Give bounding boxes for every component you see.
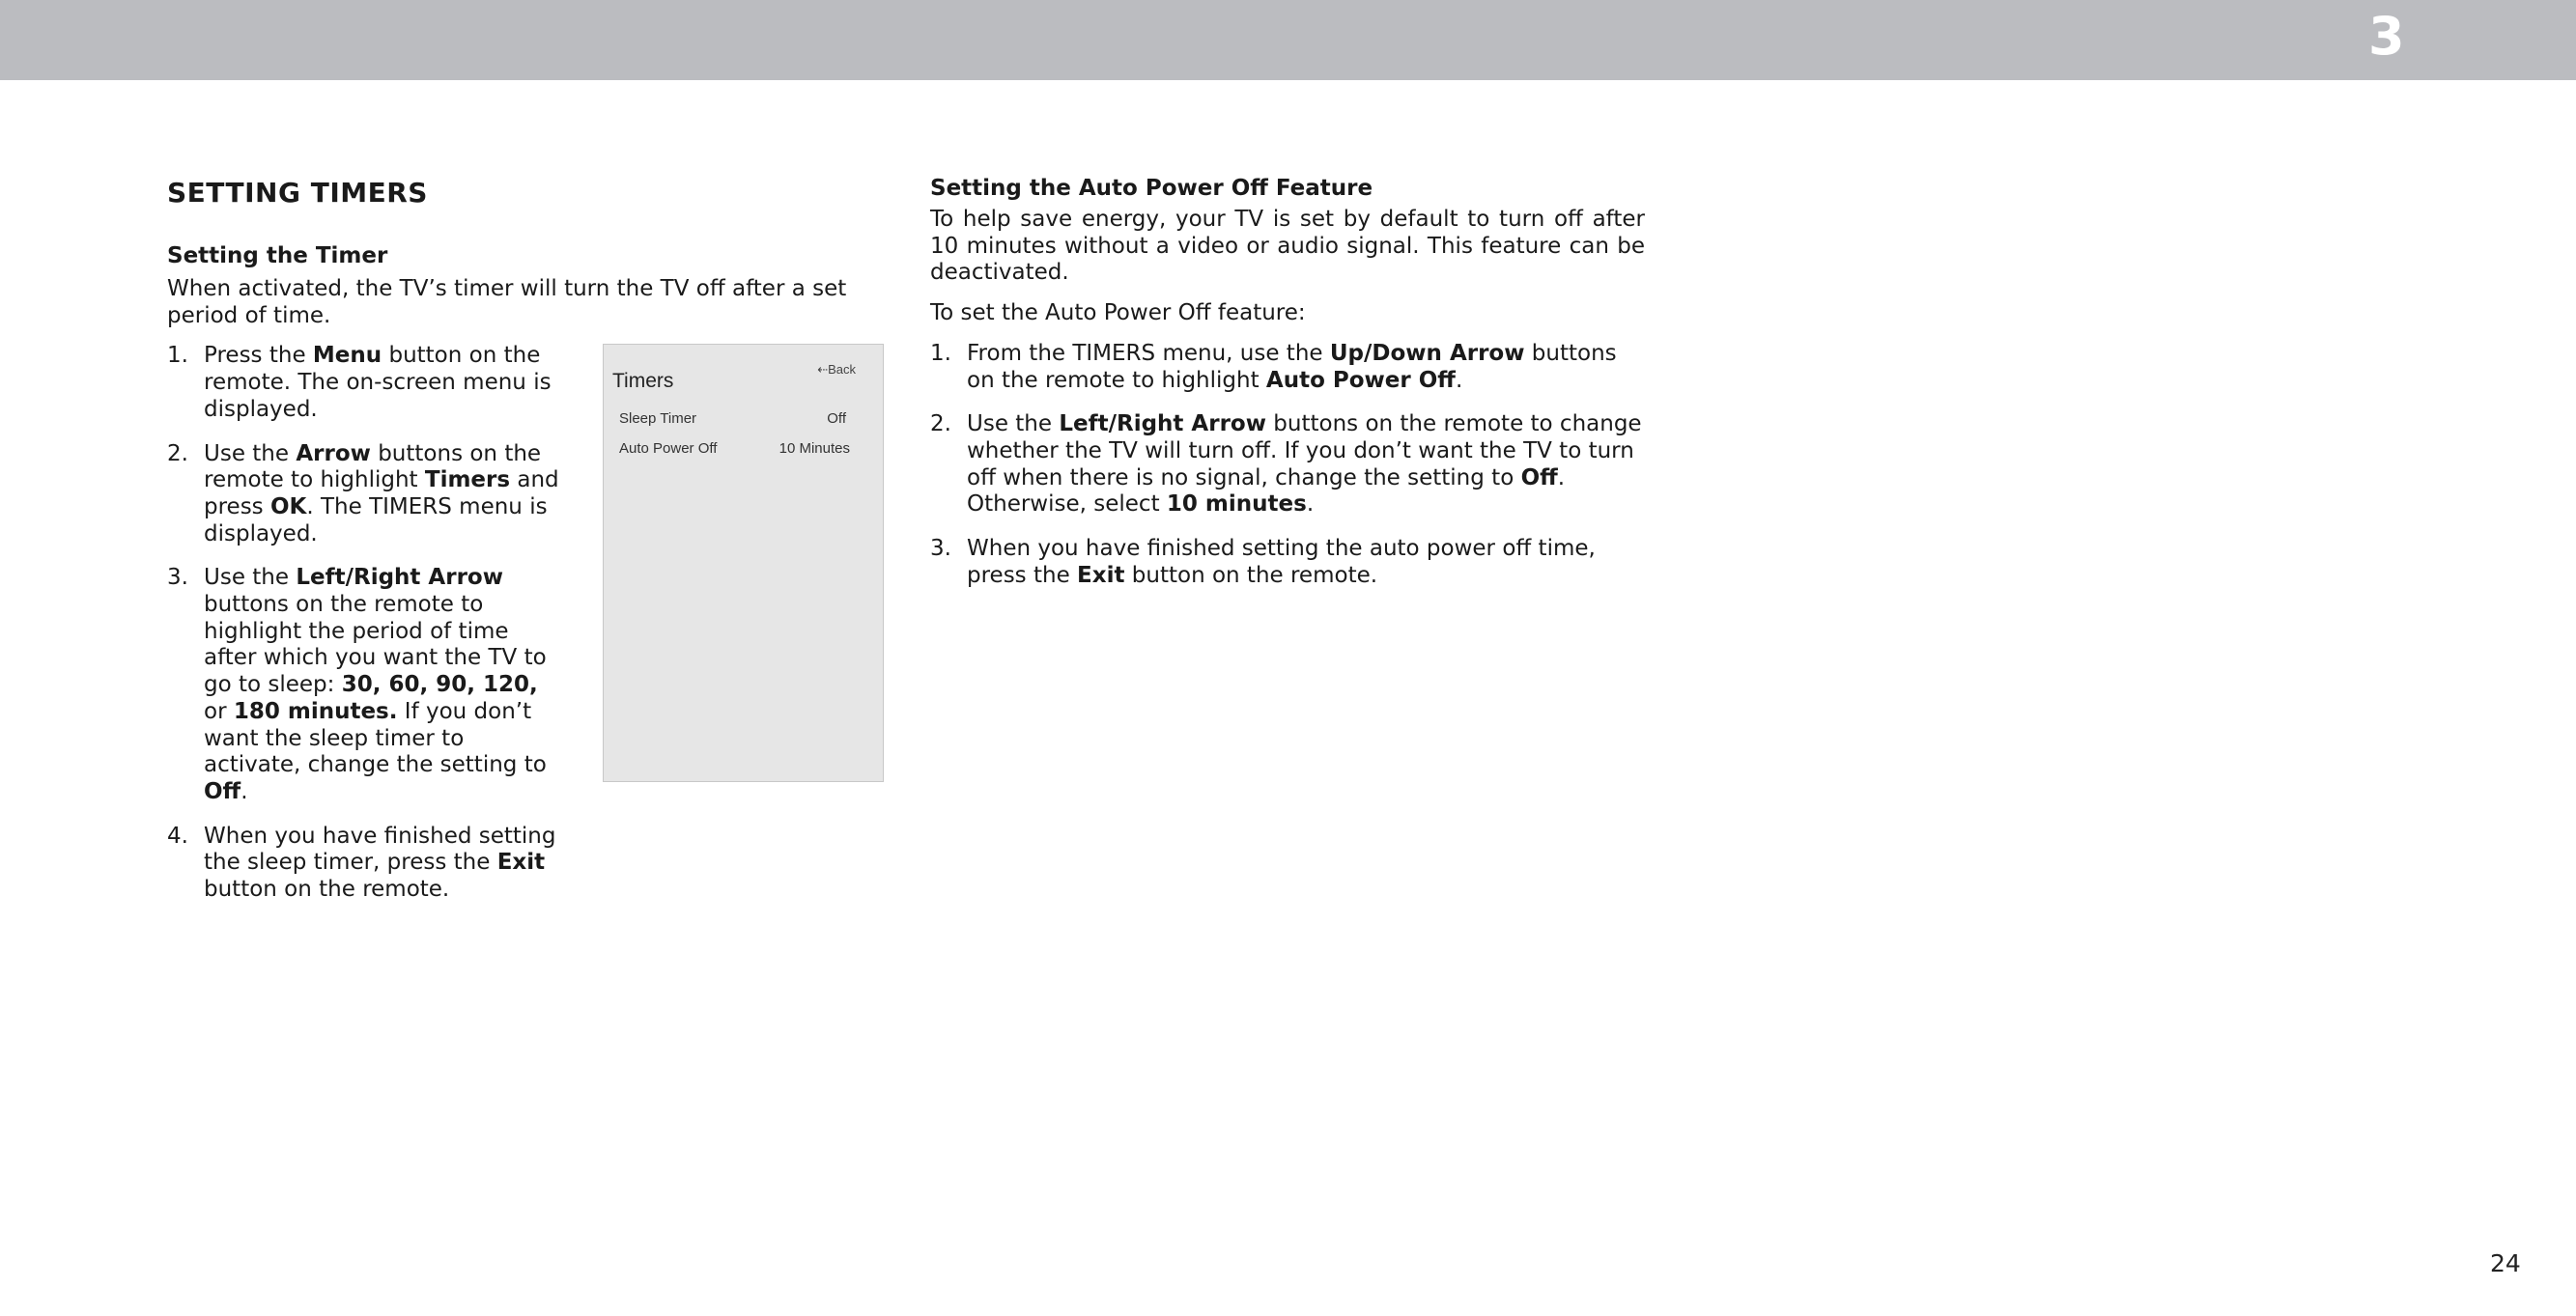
step-number: 1. (930, 340, 951, 366)
menu-row-sleep-timer (619, 410, 846, 427)
emphasis-text: Menu (312, 343, 382, 369)
menu-title: Timers (612, 370, 674, 392)
step-number: 2. (930, 411, 951, 437)
list-item (930, 411, 1645, 518)
step-text: button on the remote. The on-screen menu is displayed. (204, 343, 552, 422)
menu-row-label: Auto Power Off (619, 440, 718, 457)
step-text: From the TIMERS menu, use the (967, 340, 1330, 366)
chapter-header-bar (0, 0, 2576, 80)
step-text: If you don’t want the sleep timer to activate, change the setting to (204, 698, 547, 778)
list-item (167, 441, 563, 548)
step-text: When you have finished setting the auto power off time, press the (967, 536, 1596, 588)
step-text: button on the remote. (1124, 562, 1378, 588)
step-text: or (204, 698, 234, 724)
step-text: . The TIMERS menu is displayed. (204, 493, 548, 546)
step-text: buttons on the remote to highlight (967, 340, 1617, 393)
emphasis-text: 10 minutes (1166, 491, 1307, 518)
emphasis-text: Off (204, 778, 241, 804)
list-item (167, 565, 563, 805)
menu-row-label: Sleep Timer (619, 410, 697, 427)
emphasis-text: Left/Right Arrow (296, 565, 503, 591)
list-item (167, 824, 563, 904)
emphasis-text: 30, 60, 90, 120, (341, 672, 538, 698)
step-text: buttons on the remote to highlight (204, 440, 542, 493)
page-number: 24 (2490, 1249, 2521, 1277)
step-text: buttons on the remote to change whether the TV will turn off. If you don’t want the TV to turn off when there is no signal, change the setting to (967, 411, 1642, 490)
list-item (167, 343, 563, 423)
step-text: When you have finished setting the sleep timer, press the (204, 823, 556, 876)
menu-row-value: Off (827, 410, 846, 427)
emphasis-text: Up/Down Arrow (1329, 340, 1525, 366)
step-number: 3. (167, 565, 188, 591)
lead-paragraph: To set the Auto Power Off feature: (930, 300, 1306, 326)
step-text: . (1455, 367, 1463, 393)
emphasis-text: Left/Right Arrow (1059, 411, 1266, 437)
emphasis-text: Exit (496, 850, 546, 876)
step-text: and press (204, 467, 559, 519)
section-title: SETTING TIMERS (167, 177, 428, 209)
step-text: button on the remote. (204, 877, 450, 903)
tv-menu-screenshot (603, 344, 884, 782)
emphasis-text: Exit (1077, 562, 1125, 588)
step-number: 3. (930, 536, 951, 562)
emphasis-text: OK (269, 493, 307, 519)
step-text: . (1306, 491, 1315, 518)
step-text: Use the (204, 565, 297, 591)
emphasis-text: Arrow (296, 440, 371, 466)
menu-row-value: 10 Minutes (778, 440, 850, 457)
step-number: 1. (167, 343, 188, 369)
steps-list (167, 343, 563, 903)
step-text: Use the (204, 440, 297, 466)
menu-row-auto-power-off (619, 440, 850, 457)
subsection-title: Setting the Timer (167, 243, 388, 268)
right-column (930, 174, 1645, 606)
step-text: Use the (967, 411, 1060, 437)
list-item (930, 536, 1645, 589)
step-text: Press the (204, 343, 313, 369)
list-item (930, 341, 1645, 394)
step-text: . Otherwise, select (967, 464, 1566, 518)
emphasis-text: Auto Power Off (1265, 367, 1456, 393)
subsection-title: Setting the Auto Power Off Feature (930, 176, 1373, 201)
step-text: . (241, 778, 248, 804)
step-number: 2. (167, 440, 188, 466)
step-number: 4. (167, 823, 188, 849)
intro-paragraph: To help save energy, your TV is set by default to turn off after 10 minutes without a video or audio signal. This feature can be deactivated. (930, 207, 1645, 286)
chapter-number: 3 (2368, 6, 2405, 67)
emphasis-text: Off (1520, 464, 1558, 490)
emphasis-text: 180 minutes. (233, 698, 398, 724)
intro-paragraph: When activated, the TV’s timer will turn the TV off after a set period of time. (167, 276, 847, 328)
back-label: ⇠Back (817, 362, 856, 377)
step-text: buttons on the remote to highlight the period of time after which you want the TV to go to sleep: (204, 592, 547, 698)
emphasis-text: Timers (424, 467, 511, 493)
steps-list (930, 341, 1645, 590)
